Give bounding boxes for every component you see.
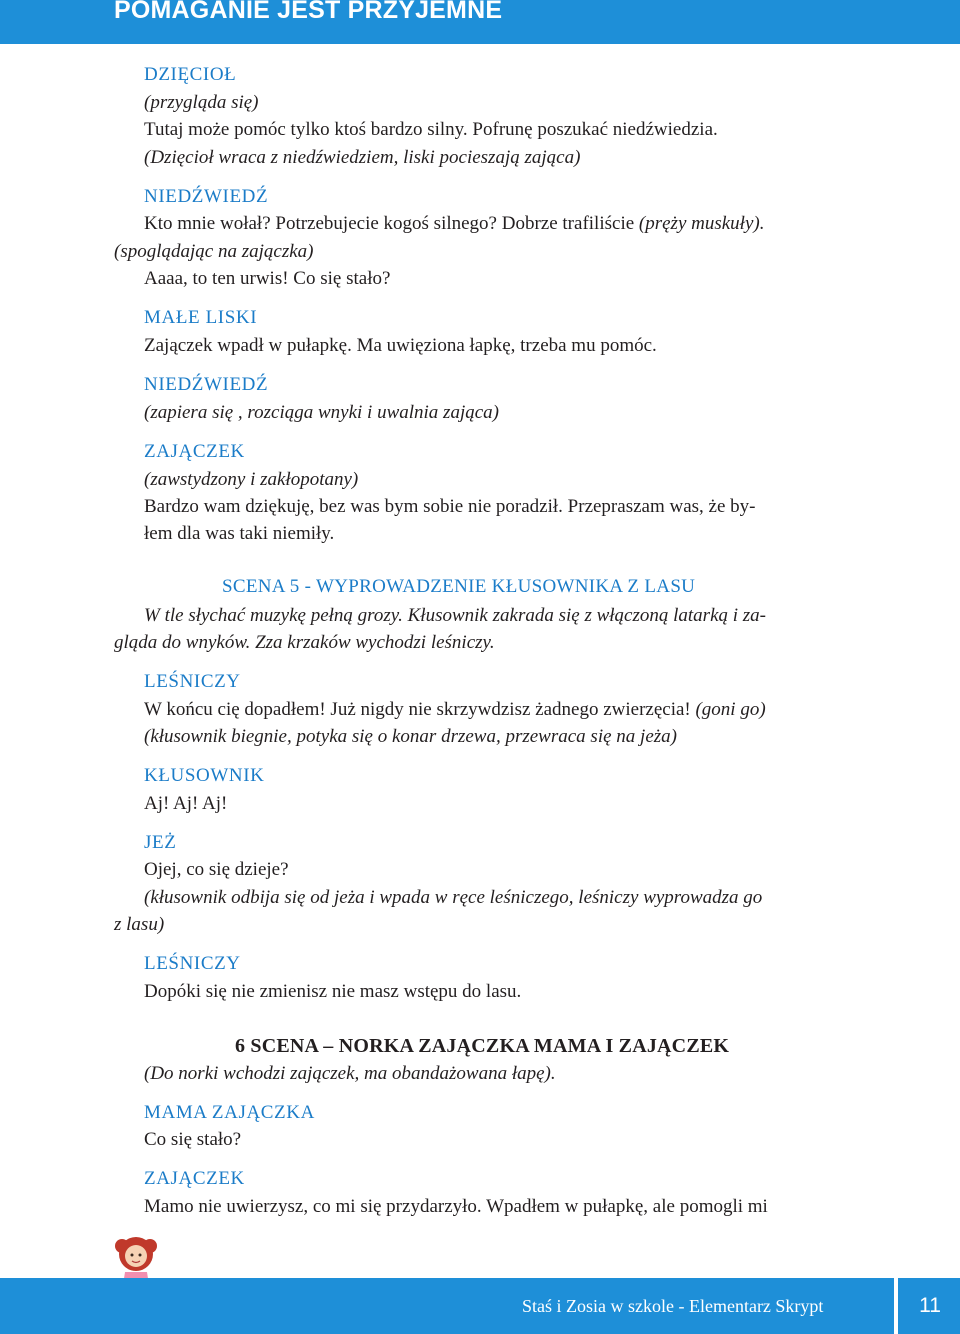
dialogue-line: [144, 698, 766, 722]
dialogue-line: [144, 212, 764, 236]
speaker-lesniczy: LEŚNICZY: [144, 671, 241, 692]
speaker-jez: JEŻ: [144, 832, 177, 853]
speaker-klusownik: KŁUSOWNIK: [144, 765, 265, 786]
speaker-zajaczek: ZAJĄCZEK: [144, 441, 245, 462]
dialogue-text: Kto mnie wołał? Potrzebujecie kogoś silnego? Dobrze trafiliście: [144, 213, 635, 234]
dialogue-line: Bardzo wam dziękuję, bez was bym sobie nie poradził. Przepraszam was, że by-: [144, 496, 756, 517]
speaker-mama-zajaczka: MAMA ZAJĄCZKA: [144, 1102, 315, 1123]
page-footer: [0, 1278, 960, 1334]
stage-direction: (przygląda się): [144, 92, 259, 113]
scene-description: W tle słychać muzykę pełną grozy. Kłusownik zakrada się z włączoną latarką i za-: [144, 605, 766, 626]
page-number: 11: [919, 1294, 941, 1317]
scene-description: (Do norki wchodzi zajączek, ma obandażowana łapę).: [144, 1063, 556, 1084]
speaker-niedzwiedz: NIEDŹWIEDŹ: [144, 186, 269, 207]
footer-divider: [894, 1278, 898, 1334]
scene-heading-6: 6 SCENA – NORKA ZAJĄCZKA MAMA I ZAJĄCZEK: [235, 1035, 730, 1057]
dialogue-line: Aaaa, to ten urwis! Co się stało?: [144, 268, 391, 289]
speaker-lesniczy: LEŚNICZY: [144, 953, 241, 974]
section-title: POMAGANIE JEST PRZYJEMNE: [114, 0, 503, 24]
scene-description: gląda do wnyków. Zza krzaków wychodzi leśniczy.: [114, 632, 495, 653]
stage-direction: (kłusownik odbija się od jeża i wpada w ręce leśniczego, leśniczy wyprowadza go: [144, 887, 763, 908]
stage-direction-inline: (goni go): [695, 699, 766, 720]
dialogue-line: Dopóki się nie zmienisz nie masz wstępu do lasu.: [144, 981, 522, 1002]
stage-direction: (zawstydzony i zakłopotany): [144, 469, 359, 490]
stage-direction: (kłusownik biegnie, potyka się o konar drzewa, przewraca się na jeża): [144, 726, 677, 747]
stage-direction: (spoglądając na zajączka): [114, 241, 314, 262]
book-title: Staś i Zosia w szkole - Elementarz Skrypt: [522, 1296, 824, 1316]
scene-heading-5: SCENA 5 - WYPROWADZENIE KŁUSOWNIKA Z LASU: [222, 576, 696, 597]
dialogue-line: Co się stało?: [144, 1129, 242, 1150]
dialogue-text: W końcu cię dopadłem! Już nigdy nie skrzywdzisz żadnego zwierzęcia!: [144, 699, 691, 720]
dialogue-line: Ojej, co się dzieje?: [144, 859, 289, 880]
page-header: [0, 0, 960, 44]
speaker-niedzwiedz: NIEDŹWIEDŹ: [144, 374, 269, 395]
dialogue-line: łem dla was taki niemiły.: [144, 523, 335, 544]
speaker-dzieciol: DZIĘCIOŁ: [144, 64, 237, 85]
speaker-male-liski: MAŁE LISKI: [144, 307, 258, 328]
dialogue-line: Aj! Aj! Aj!: [144, 793, 228, 814]
stage-direction: z lasu): [114, 914, 165, 935]
dialogue-line: Zajączek wpadł w pułapkę. Ma uwięziona łapkę, trzeba mu pomóc.: [144, 335, 657, 356]
stage-direction-inline: (pręży muskuły).: [638, 213, 765, 234]
stage-direction: (zapiera się , rozciąga wnyki i uwalnia zająca): [144, 402, 499, 423]
dialogue-line: Tutaj może pomóc tylko ktoś bardzo silny. Pofrunę poszukać niedźwiedzia.: [144, 119, 718, 140]
speaker-zajaczek: ZAJĄCZEK: [144, 1168, 245, 1189]
stage-direction: (Dzięcioł wraca z niedźwiedziem, liski pocieszają zająca): [144, 147, 581, 168]
dialogue-line: Mamo nie uwierzysz, co mi się przydarzyło. Wpadłem w pułapkę, ale pomogli mi: [144, 1196, 768, 1217]
